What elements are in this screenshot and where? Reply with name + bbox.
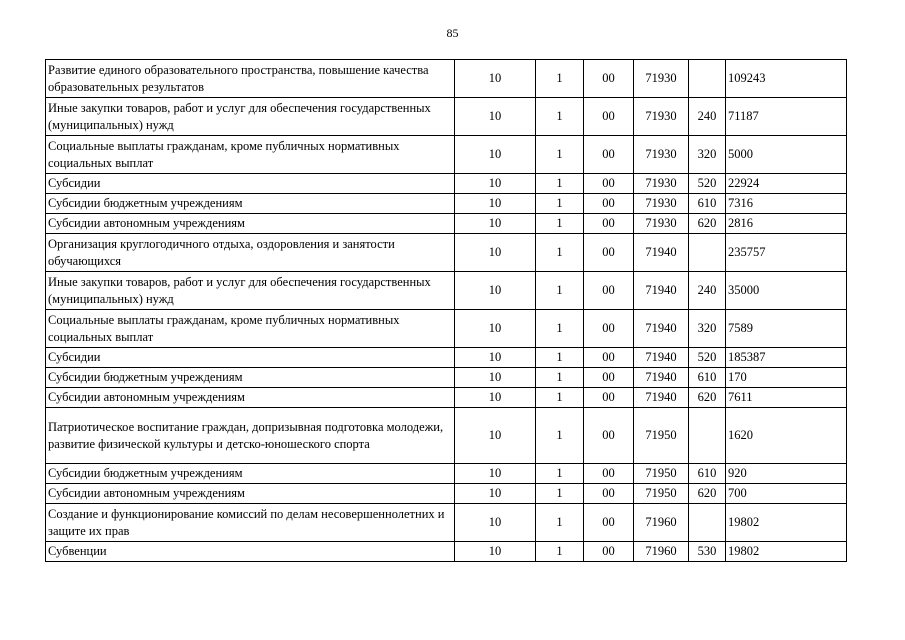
program-code-cell: 00 xyxy=(584,60,634,98)
subsection-code-cell: 1 xyxy=(536,136,584,174)
target-item-cell: 71930 xyxy=(634,60,689,98)
page-number: 85 xyxy=(446,26,459,40)
expense-type-cell xyxy=(689,234,726,272)
target-item-cell: 71940 xyxy=(634,348,689,368)
subsection-code-cell: 1 xyxy=(536,98,584,136)
program-code-cell: 00 xyxy=(584,214,634,234)
subsection-code-cell: 1 xyxy=(536,310,584,348)
row-name-cell: Субсидии xyxy=(46,348,455,368)
row-name-cell: Субсидии бюджетным учреждениям xyxy=(46,194,455,214)
target-item-cell: 71940 xyxy=(634,272,689,310)
expense-type-cell xyxy=(689,408,726,464)
table-row xyxy=(46,348,847,368)
target-item-cell: 71930 xyxy=(634,174,689,194)
expense-type-cell: 620 xyxy=(689,484,726,504)
amount-cell: 920 xyxy=(726,464,847,484)
table-row xyxy=(46,408,847,464)
table-row xyxy=(46,368,847,388)
section-code-cell: 10 xyxy=(455,60,536,98)
section-code-cell: 10 xyxy=(455,348,536,368)
table-row xyxy=(46,542,847,562)
program-code-cell: 00 xyxy=(584,98,634,136)
expense-type-cell: 610 xyxy=(689,464,726,484)
expense-type-cell xyxy=(689,60,726,98)
expense-type-cell: 520 xyxy=(689,174,726,194)
program-code-cell: 00 xyxy=(584,174,634,194)
row-name-cell: Субсидии бюджетным учреждениям xyxy=(46,368,455,388)
subsection-code-cell: 1 xyxy=(536,174,584,194)
target-item-cell: 71960 xyxy=(634,542,689,562)
program-code-cell: 00 xyxy=(584,272,634,310)
expense-type-cell: 520 xyxy=(689,348,726,368)
section-code-cell: 10 xyxy=(455,194,536,214)
subsection-code-cell: 1 xyxy=(536,234,584,272)
expense-type-cell: 320 xyxy=(689,136,726,174)
amount-cell: 700 xyxy=(726,484,847,504)
row-name-cell: Патриотическое воспитание граждан, допризывная подготовка молодежи, развитие физической культуры и детско-юношеского спорта xyxy=(46,408,455,464)
row-name-cell: Иные закупки товаров, работ и услуг для обеспечения государственных (муниципальных) нужд xyxy=(46,98,455,136)
amount-cell: 7611 xyxy=(726,388,847,408)
expense-type-cell: 240 xyxy=(689,98,726,136)
table-row xyxy=(46,98,847,136)
section-code-cell: 10 xyxy=(455,174,536,194)
expense-type-cell: 620 xyxy=(689,214,726,234)
table-row xyxy=(46,464,847,484)
target-item-cell: 71940 xyxy=(634,388,689,408)
program-code-cell: 00 xyxy=(584,194,634,214)
subsection-code-cell: 1 xyxy=(536,214,584,234)
expense-type-cell: 610 xyxy=(689,368,726,388)
program-code-cell: 00 xyxy=(584,484,634,504)
section-code-cell: 10 xyxy=(455,542,536,562)
target-item-cell: 71940 xyxy=(634,310,689,348)
program-code-cell: 00 xyxy=(584,542,634,562)
row-name-cell: Социальные выплаты гражданам, кроме публичных нормативных социальных выплат xyxy=(46,136,455,174)
table-row xyxy=(46,174,847,194)
section-code-cell: 10 xyxy=(455,234,536,272)
subsection-code-cell: 1 xyxy=(536,348,584,368)
row-name-cell: Социальные выплаты гражданам, кроме публичных нормативных социальных выплат xyxy=(46,310,455,348)
amount-cell: 235757 xyxy=(726,234,847,272)
section-code-cell: 10 xyxy=(455,408,536,464)
target-item-cell: 71950 xyxy=(634,464,689,484)
row-name-cell: Субсидии xyxy=(46,174,455,194)
program-code-cell: 00 xyxy=(584,234,634,272)
subsection-code-cell: 1 xyxy=(536,542,584,562)
expense-type-cell: 620 xyxy=(689,388,726,408)
row-name-cell: Субвенции xyxy=(46,542,455,562)
subsection-code-cell: 1 xyxy=(536,60,584,98)
amount-cell: 71187 xyxy=(726,98,847,136)
subsection-code-cell: 1 xyxy=(536,272,584,310)
row-name-cell: Субсидии автономным учреждениям xyxy=(46,388,455,408)
section-code-cell: 10 xyxy=(455,98,536,136)
program-code-cell: 00 xyxy=(584,504,634,542)
section-code-cell: 10 xyxy=(455,214,536,234)
table-row xyxy=(46,194,847,214)
table-row xyxy=(46,214,847,234)
amount-cell: 22924 xyxy=(726,174,847,194)
expense-type-cell xyxy=(689,504,726,542)
row-name-cell: Субсидии бюджетным учреждениям xyxy=(46,464,455,484)
target-item-cell: 71930 xyxy=(634,136,689,174)
amount-cell: 109243 xyxy=(726,60,847,98)
amount-cell: 185387 xyxy=(726,348,847,368)
amount-cell: 170 xyxy=(726,368,847,388)
target-item-cell: 71960 xyxy=(634,504,689,542)
target-item-cell: 71930 xyxy=(634,214,689,234)
target-item-cell: 71940 xyxy=(634,368,689,388)
amount-cell: 7316 xyxy=(726,194,847,214)
table-body xyxy=(46,60,847,562)
row-name-cell: Развитие единого образовательного пространства, повышение качества образовательных результатов xyxy=(46,60,455,98)
row-name-cell: Иные закупки товаров, работ и услуг для обеспечения государственных (муниципальных) нужд xyxy=(46,272,455,310)
row-name-cell: Субсидии автономным учреждениям xyxy=(46,484,455,504)
program-code-cell: 00 xyxy=(584,348,634,368)
table-row xyxy=(46,234,847,272)
table-row xyxy=(46,388,847,408)
table-row xyxy=(46,136,847,174)
amount-cell: 7589 xyxy=(726,310,847,348)
table-row xyxy=(46,484,847,504)
section-code-cell: 10 xyxy=(455,388,536,408)
expense-type-cell: 320 xyxy=(689,310,726,348)
target-item-cell: 71940 xyxy=(634,234,689,272)
section-code-cell: 10 xyxy=(455,272,536,310)
table-row xyxy=(46,310,847,348)
amount-cell: 5000 xyxy=(726,136,847,174)
budget-table xyxy=(45,59,847,562)
row-name-cell: Субсидии автономным учреждениям xyxy=(46,214,455,234)
target-item-cell: 71950 xyxy=(634,484,689,504)
program-code-cell: 00 xyxy=(584,408,634,464)
amount-cell: 19802 xyxy=(726,542,847,562)
row-name-cell: Организация круглогодичного отдыха, оздоровления и занятости обучающихся xyxy=(46,234,455,272)
table-row xyxy=(46,60,847,98)
program-code-cell: 00 xyxy=(584,464,634,484)
target-item-cell: 71930 xyxy=(634,98,689,136)
subsection-code-cell: 1 xyxy=(536,388,584,408)
program-code-cell: 00 xyxy=(584,388,634,408)
subsection-code-cell: 1 xyxy=(536,194,584,214)
table-row xyxy=(46,272,847,310)
table-row xyxy=(46,504,847,542)
expense-type-cell: 610 xyxy=(689,194,726,214)
program-code-cell: 00 xyxy=(584,368,634,388)
target-item-cell: 71930 xyxy=(634,194,689,214)
subsection-code-cell: 1 xyxy=(536,408,584,464)
subsection-code-cell: 1 xyxy=(536,464,584,484)
section-code-cell: 10 xyxy=(455,368,536,388)
section-code-cell: 10 xyxy=(455,136,536,174)
amount-cell: 35000 xyxy=(726,272,847,310)
subsection-code-cell: 1 xyxy=(536,484,584,504)
program-code-cell: 00 xyxy=(584,310,634,348)
expense-type-cell: 530 xyxy=(689,542,726,562)
amount-cell: 2816 xyxy=(726,214,847,234)
section-code-cell: 10 xyxy=(455,484,536,504)
expense-type-cell: 240 xyxy=(689,272,726,310)
row-name-cell: Создание и функционирование комиссий по делам несовершеннолетних и защите их прав xyxy=(46,504,455,542)
section-code-cell: 10 xyxy=(455,310,536,348)
subsection-code-cell: 1 xyxy=(536,368,584,388)
amount-cell: 1620 xyxy=(726,408,847,464)
section-code-cell: 10 xyxy=(455,504,536,542)
amount-cell: 19802 xyxy=(726,504,847,542)
section-code-cell: 10 xyxy=(455,464,536,484)
subsection-code-cell: 1 xyxy=(536,504,584,542)
program-code-cell: 00 xyxy=(584,136,634,174)
target-item-cell: 71950 xyxy=(634,408,689,464)
